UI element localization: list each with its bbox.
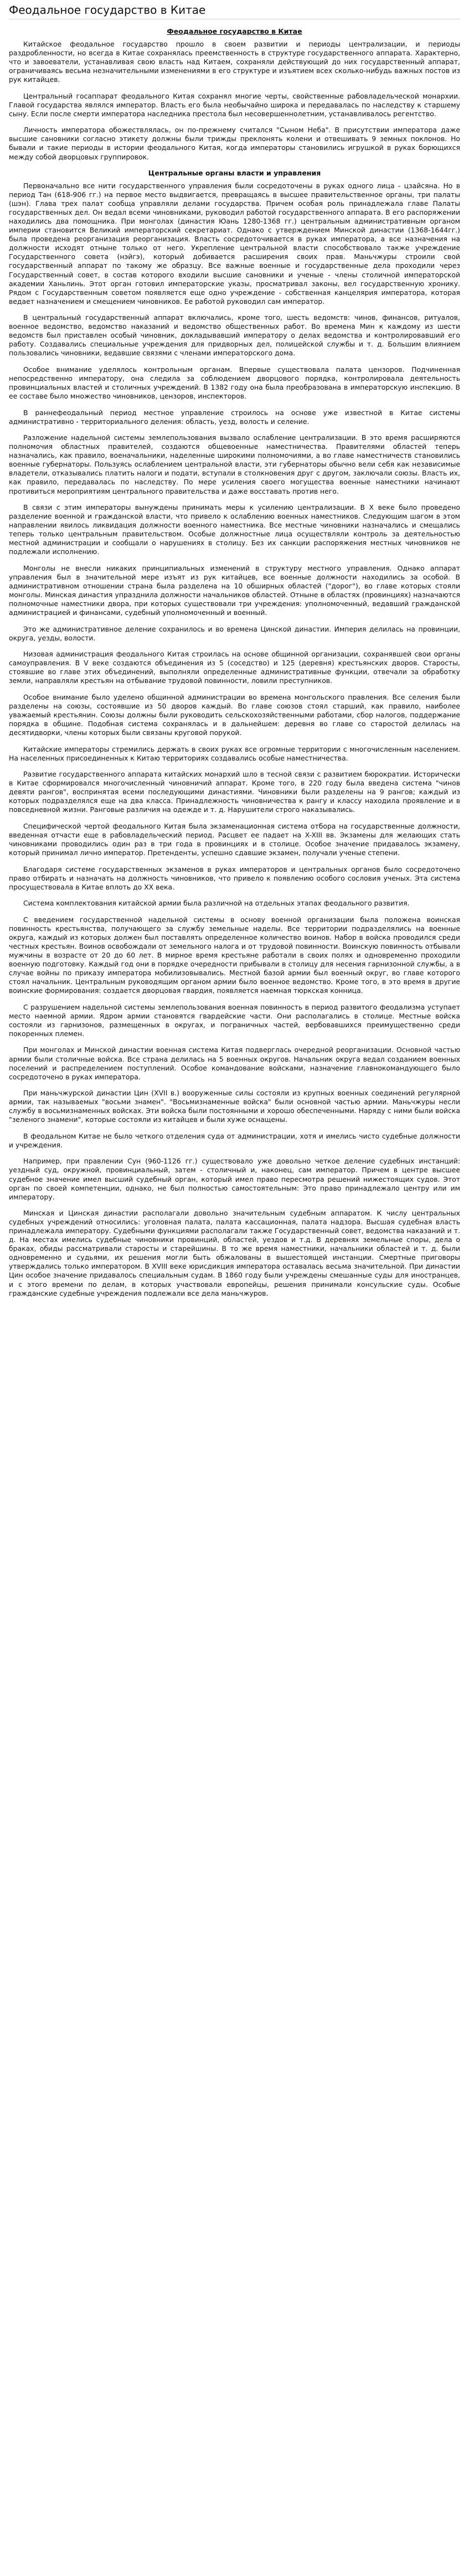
paragraph: Благодаря системе государственных экзаменов в руках императоров и центральных органов было сосредоточено право отбирать и назначать на должность чиновников, что привело к появлению особого сословия ученых. Эта система просуществовала в Китае вплоть до XX века. <box>9 865 460 891</box>
paragraph: Например, при правлении Сун (960-1126 гг.) существовало уже довольно четкое деление судебных инстанций: уездный суд, окружной, провинциальный, затем - столичный и, наконец, сам император. Причем в центре высшее судебное значение имел высший судебный орган, который имел право пересмотра решений нижестоящих судов. Этот орган по своей компетенции, однако, не был полностью самостоятельным: Это право принадлежало центру или им императору. <box>9 1157 460 1201</box>
paragraph: Это же административное деление сохранилось и во времена Цинской династии. Империя делилась на провинции, округа, уезды, волости. <box>9 624 460 642</box>
paragraph: Специфической чертой феодального Китая была экзаменационная система отбора на государственные должности, введенная отчасти еще в рабовладельческий период. Расцвет ее падает на X-XIII вв. Экзамены для желающих стать чиновниками проводились один раз в три года в провинциях и в столице. Особое значение придавалось экзамену, который принимал лично император. Претенденты, успешно сдавшие экзамен, получали ученые степени. <box>9 821 460 857</box>
paragraph: Особое внимание было уделено общинной администрации во времена монгольского правления. Все селения были разделены на союзы, состоявшие из 50 дворов каждый. Во главе союзов стоял старший, как правило, наиболее уважаемый крестьянин. Союзы должны были руководить сельскохозяйственными работами, сбор налогов, поддержание порядка в общине. Подобная система сохранялась и в дальнейшем: деревня во главе со старостой делилась на десятидворки, члены которых были связаны круговой порукой. <box>9 692 460 737</box>
paragraph: Минская и Цинская династии располагали довольно значительным судебным аппаратом. К числу центральных судебных учреждений относились: уголовная палата, палата кассационная, палата надзора. Высшая судебная власть принадлежала императору. Судебными функциями располагали также Государственный совет, ведомства наказаний и т. д. На местах имелись судебные чиновники провинций, областей, уездов и т.д. В деревнях земельные споры, дела о браках, обиды рассматривали старосты и старейшины. В то же время наместники, начальники областей и т. д. были одновременно и судьями, их решения могли быть обжалованы в вышестоящей инстанции. Смертные приговоры утверждались только императором. В XVIII веке юрисдикция императора оставалась весьма значительной. При династии Цин особое значение придавалось специальным судам. В 1860 году были учреждены смешанные суды для иностранцев, и с этого времени по делам, в которых участвовали европейцы, решения принимали консульские суды. Особые гражданские судебные учреждения подлежали все дела маньчжуров. <box>9 1209 460 1297</box>
paragraph: В связи с этим императоры вынуждены принимать меры к усилению централизации. В Х веке было проведено разделение военной и гражданской власти, что привело к ослаблению военных наместников. Следующим шагом в этом направлении явилось ликвидация должности военного наместника. Все местные чиновники назначались и смещались теперь только центральным правительством. Особые должностные лица осуществляли контроль за деятельностью местной администрации и сообщали о нарушениях в столицу. Без их санкции распоряжения местных чиновников не подлежали исполнению. <box>9 503 460 556</box>
paragraph: Первоначально все нити государственного управления были сосредоточены в руках одного лица - цзайсяна. Но в период Тан (618-906 гг.) на первое место выдвигается, превращаясь в высшее правительственное органы, три палаты (шэн). Глава трех палат сообща управляли делами государства. Причем особая роль принадлежала главе Палаты государственных дел. Он ведал всеми чиновниками, руководил работой государственного аппарата. В его распоряжении находились два помощника. При монголах (династия Юань 1280-1368 гг.) центральным административным органом империи становится Великий императорский секретариат. Однако с утверждением Минской династии (1368-1644гг.) была проведена реорганизация реорганизация. Власть сосредоточивается в руках императора, а все назначения на должности исходят отныне только от него. Укрепление центральной власти способствовало также учреждение Государственного совета (нэйгэ), который добивается расширения своих прав. Маньчжуры строили свой государственный аппарат по такому же образцу. Все важные военные и государственные дела проходили через Государственный совет, в состав которого входили высшие сановники и ученые - члены столичной императорской академии Ханьлинь. Этот орган готовил императорские указы, просматривал законы, вел государственную хронику. Рядом с Государственным советом появляется еще одно учреждение - собственная канцелярия императора, которая ведает назначением и смещением чиновников. Ее работой руководил сам император. <box>9 182 460 306</box>
paragraph: Китайские императоры стремились держать в своих руках все огромные территории с многочисленным населением. На населенных присоединенных к Китаю территориях создавались особые наместничества. <box>9 744 460 762</box>
paragraph: Центральный госаппарат феодального Китая сохранял многие черты, свойственные рабовладельческой монархии. Главой государства являлся император. Власть его была необычайно широка и передавалась по наследству к старшему сыну. Если после смерти императора наследника престола был несовершеннолетним, устанавливалось регентство. <box>9 91 460 118</box>
paragraph: С введением государственной надельной системы в основу военной организации была положена воинская повинность крестьянства, получающего за службу земельные наделы. Все территории подразделялись на военные округа, каждый из которых должен был поставлять определенное количество воинов. Набор в войска проводился среди честных крестьян. Воинов освобождали от земельного налога и от трудовой повинности. Воинскую повинность отбывали мужчины в возрасте от 20 до 60 лет. В мирное время крестьяне работали в своих полях и одновременно проходили военную подготовку. Каждый год они в порядке очередности прибывали в столицу для несения гарнизонной службы, а в случае войны по приказу императора мобилизовывались. Местной базой армии был военный округ, во главе которого стоял начальник. Центральным руководящим органом армии было военное ведомство. Кроме того, в это время в другие воинские формирования: создается дворцовая гвардия, появляется наемная тюркская конница. <box>9 915 460 995</box>
paragraph: Личность императора обожествлялась, он по-прежнему считался "Сыном Неба". В присутствии императора даже высшие сановники согласно этикету должны были трижды преклонять колени и отвешивать 9 земных поклонов. Но бывали и такие периоды в истории феодального Китая, когда императоры становились игрушкой в руках борющихся между собой дворцовых группировок. <box>9 126 460 161</box>
paragraph: Разложение надельной системы землепользования вызвало ослабление централизации. В это время расширяются полномочия областных правителей, создаются общевоенные наместничества. Правителями областей теперь назначались, как правило, военачальники, наделенные широкими полномочиями, а во главе наместничеств становились военные губернаторы. Пользуясь ослаблением центральной власти, эти губернаторы обычно вели себя как независимые владетели, отказывались платить налоги и подати, вступали в столкновения друг с другом, заключали союзы. Власть их, как правило, передавалась по наследству. По мере усиления своего могущества военные наместники начинают противиться мероприятиям центрального правительства и даже восставать против него. <box>9 433 460 495</box>
paragraph: В феодальном Китае не было четкого отделения суда от администрации, хотя и имелись чисто судебные должности и учреждения. <box>9 1131 460 1149</box>
paragraph: При монголах и Минской династии военная система Китая подверглась очередной реорганизации. Основной частью армии были столичные войска. Все страна делилась на 5 военных округов. Начальник округа ведал созданием военных поселений и распределением поступлений. Особое командование войсками, назначение главнокомандующего было сосредоточено в руках императора. <box>9 1046 460 1081</box>
section-feudal-state-body <box>9 40 460 162</box>
paragraph: Развитие государственного аппарата китайских монархий шло в тесной связи с развитием бюрократии. Исторически в Китае сформировался многочисленный чиновничий аппарат. Кроме того, в 220 году была введена система "чинов девяти рангов", воспринятая всеми последующими династиями. Чиновники были разделены на 9 рангов; каждый из которых подразделялся еще на два класса. Принадлежность чиновничества к рангу и классу находила проявление и в повседневной жизни. Ранговые различия на одежде и т. д. Нарушители строго наказывались. <box>9 770 460 814</box>
page-title: Феодальное государство в Китае <box>9 3 460 19</box>
paragraph: Низовая администрация феодального Китая строилась на основе общинной организации, сохранявшей свои органы самоуправления. В V веке создаются объединения из 5 (соседство) и 125 (деревня) крестьянских дворов. Старосты, стоявшие во главе этих объединений, выполняли определенные административные функции, отвечали за обработку земли, направляли крестьян на отбывание трудовой повинности, ловили преступников. <box>9 650 460 685</box>
paragraph: Китайское феодальное государство прошло в своем развитии и периоды централизации, и периоды раздробленности, но всегда в Китае сохранялась преемственность в структуре государственного аппарата. Характерно, что и завоеватели, устанавливая свою власть над Китаем, сохраняли действующий до них государственный аппарат, ограничиваясь весьма незначительными изменениями в его структуре и изъятием всех сколько-нибудь важных постов из рук китайцев. <box>9 40 460 84</box>
section-heading-central-organs: Центральные органы власти и управления <box>148 169 321 178</box>
section-central-organs-body <box>9 182 460 1298</box>
paragraph: В раннефеодальный период местное управление строилось на основе уже известной в Китае системы административно - территориального деления: область, уезд, волость и селение. <box>9 408 460 426</box>
paragraph: Монголы не внесли никаких принципиальных изменений в структуру местного управления. Однако аппарат управления был в значительной мере изъят из рук китайцев, все военные должности находились за особой. В административном отношении страна была разделена на 10 обширных областей ("дорог"), во главе которых стояли монголы. Минская династия упразднила должности начальников областей. Отныне в областях (провинциях) назначаются полномочные наместники двора, при которых существовали три учреждения: уполномоченный, ведавший гражданской администрацией и финансами, судебный уполномоченный и военный. <box>9 563 460 617</box>
paragraph: При маньчжурской династии Цин (XVII в.) вооруженные силы состояли из крупных военных соединений регулярной армии, так называемых "восьми знамен". "Восьмизнаменные войска" были основной частью армии. Маньчжуры несли службу в восьмизнаменных войсках. Эти войска были постоянными и хорошо обеспеченными. Наряду с ними были войска "зеленого знамени", которые состояли из китайцев и были хуже оснащены. <box>9 1089 460 1124</box>
paragraph: С разрушением надельной системы землепользования военная повинность в период развитого феодализма уступает место наемной армии. Ядром армии становятся гвардейские части. Они располагались в столице. Местные войска состояли из гарнизонов, размещенных в округах, и пограничных частей, вербовавшихся преимущественно среди покоренных племен. <box>9 1002 460 1038</box>
paragraph: Система комплектования китайской армии была различной на отдельных этапах феодального развития. <box>23 899 410 908</box>
section-heading-feudal-state: Феодальное государство в Китае <box>167 27 302 35</box>
paragraph: В центральный государственный аппарат включались, кроме того, шесть ведомств: чинов, финансов, ритуалов, военное ведомство, ведомство наказаний и ведомство общественных работ. Во времена Мин к каждому из шести ведомств был приставлен особый чиновник, докладывавший императору о делах ведомства и контролировавший его работу. Создавались специальные учреждения для придворных дел, полицейской службы и т. д. Большим влиянием пользовались чиновники, ведавшие связями с членами императорского дома. <box>9 313 460 358</box>
paragraph: Особое внимание уделялось контрольным органам. Впервые существовала палата цензоров. Подчиненная непосредственно императору, она следила за соблюдением дворцового порядка, контролировала деятельность провинциальных властей и столичных учреждений. В 1382 году она была преобразована в императорскую инспекцию. В ее составе было множество чиновников, цензоров, инспекторов. <box>9 365 460 401</box>
